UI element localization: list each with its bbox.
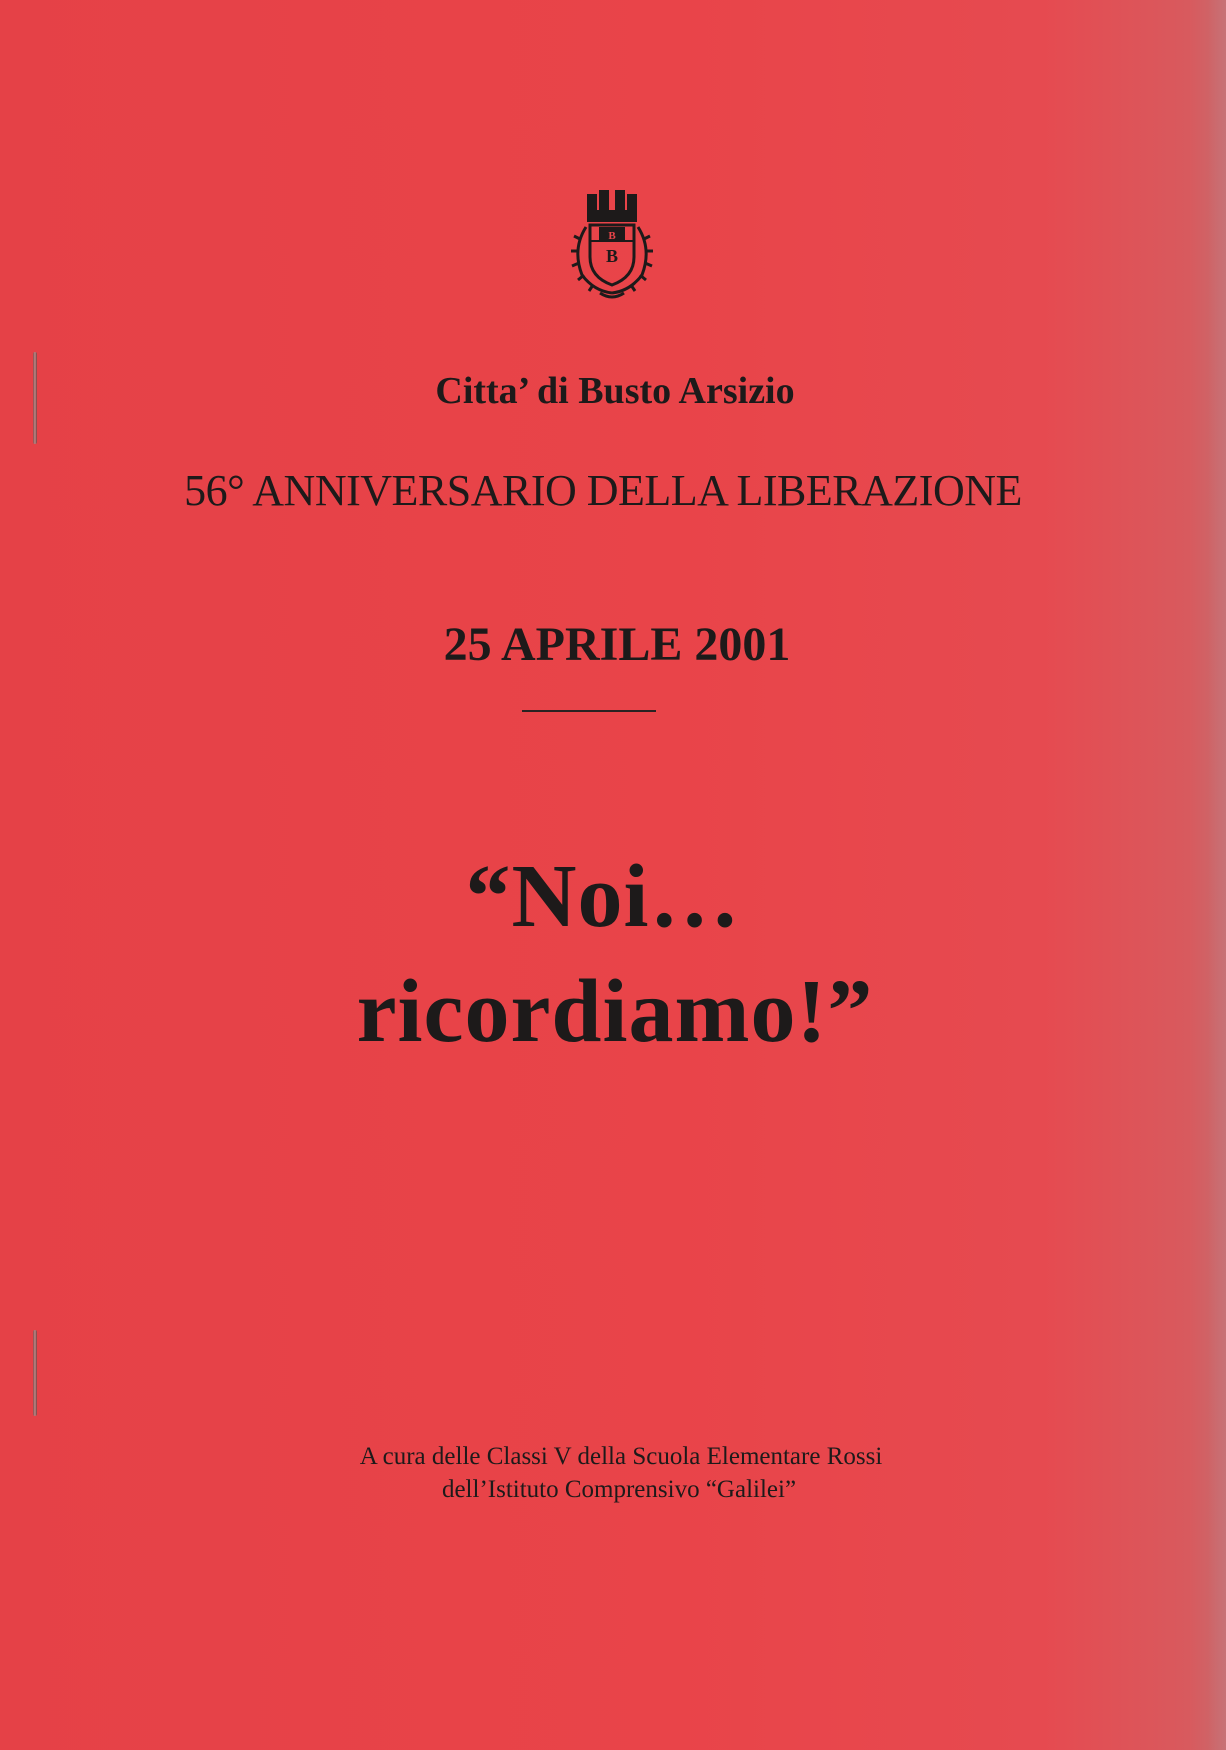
title-line-2: ricordiamo!” (356, 962, 874, 1061)
staple-bottom (33, 1330, 37, 1416)
separator-rule (522, 710, 656, 712)
credit-line-2: dell’Istituto Comprensivo “Galilei” (441, 1476, 797, 1503)
city-name: Citta’ di Busto Arsizio (435, 370, 795, 412)
anniversary-heading: 56° ANNIVERSARIO DELLA LIBERAZIONE (184, 466, 1022, 515)
coat-of-arms-icon (564, 187, 660, 305)
title-line-1: “Noi… (465, 847, 741, 946)
crest-letter-top: B (608, 230, 616, 242)
credit-line-1: A cura delle Classi V della Scuola Elementare Rossi (359, 1443, 883, 1470)
crest-letter: B (605, 246, 619, 266)
event-date: 25 APRILE 2001 (443, 618, 791, 671)
